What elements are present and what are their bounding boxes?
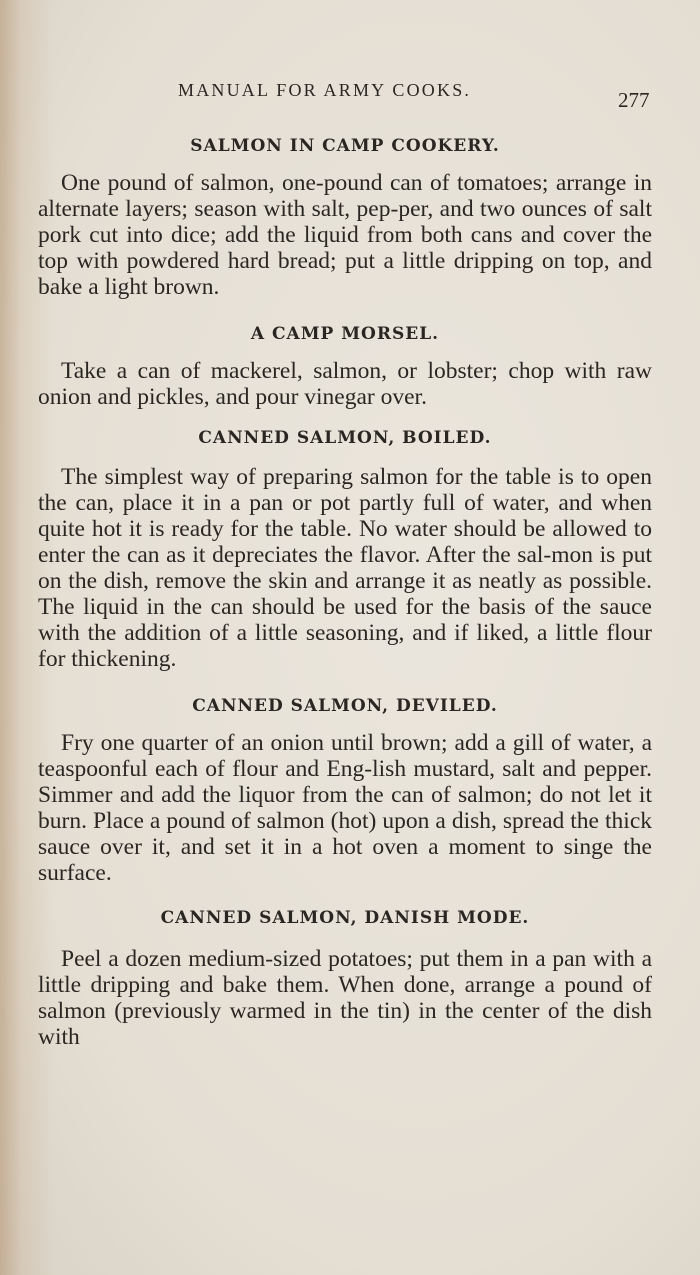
recipe-body: Peel a dozen medium-sized potatoes; put them in a pan with a little dripping and bake them. When done, arrange a pound of salmon (previously warmed in the tin) in the center of the dish with [38, 946, 652, 1050]
recipe-title: CANNED SALMON, BOILED. [198, 428, 492, 448]
recipe-title: CANNED SALMON, DEVILED. [192, 696, 498, 716]
recipe-title: SALMON IN CAMP COOKERY. [190, 136, 500, 156]
recipe-title: CANNED SALMON, DANISH MODE. [160, 908, 530, 928]
recipe-body: One pound of salmon, one-pound can of tomatoes; arrange in alternate layers; season with salt, pep-per, and two ounces of salt pork cut into dice; add the liquid from both cans and cover the top with powdered hard bread; put a little dripping on top, and bake a light brown. [38, 170, 652, 300]
running-head: MANUAL FOR ARMY COOKS. [178, 80, 472, 100]
page-number: 277 [618, 88, 650, 112]
recipe-body: The simplest way of preparing salmon for the table is to open the can, place it in a pan or pot partly full of water, and when quite hot it is ready for the table. No water should be allowed to enter the can as it depreciates the flavor. After the sal-mon is put on the dish, remove the skin and arrange it as neatly as possible. The liquid in the can should be used for the basis of the sauce with the addition of a little seasoning, and if liked, a little flour for thickening. [38, 464, 652, 672]
recipe-body: Fry one quarter of an onion until brown; add a gill of water, a teaspoonful each of flour and Eng-lish mustard, salt and pepper. Simmer and add the liquor from the can of salmon; do not let it burn. Place a pound of salmon (hot) upon a dish, spread the thick sauce over it, and set it in a hot oven a moment to singe the surface. [38, 730, 652, 886]
recipe-body: Take a can of mackerel, salmon, or lobster; chop with raw onion and pickles, and pour vinegar over. [38, 358, 652, 410]
page-content [38, 130, 652, 1050]
recipe-title: A CAMP MORSEL. [250, 324, 440, 344]
